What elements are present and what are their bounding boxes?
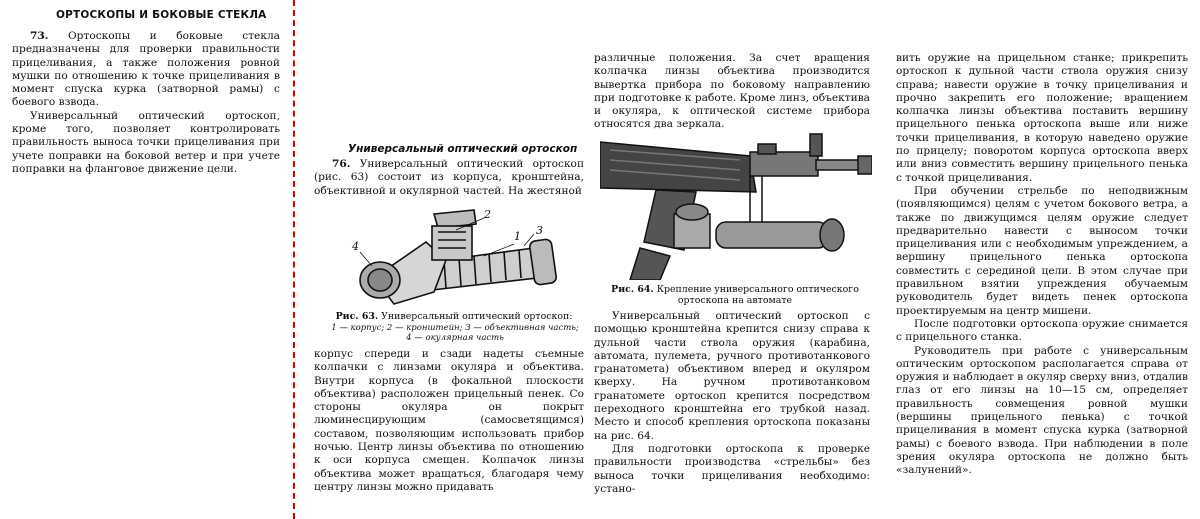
figure-64-caption bbox=[600, 284, 870, 306]
figure-label-2: 2 bbox=[484, 208, 491, 221]
paragraph: Для подготовки ортоскопа к проверке правильности производства «стрельбы» без выноса точки прицеливания необходимо: устано- bbox=[594, 442, 870, 495]
figure-63-caption bbox=[334, 311, 574, 322]
paragraph: различные положения. За счет вращения колпачка линзы объектива производится вывертка прибора по боковому направлению при подготовке к работе. Кроме линз, объектива и окуляра, к оптической системе прибора относятся два зеркала. bbox=[594, 52, 870, 131]
paragraph: После подготовки ортоскопа оружие снимается с прицельного станка. bbox=[896, 317, 1188, 344]
column-3-top bbox=[594, 52, 870, 132]
figure-number: Рис. 64. bbox=[611, 284, 654, 295]
paragraph-number: 73. bbox=[30, 30, 49, 42]
figure-number: Рис. 63. bbox=[335, 311, 379, 322]
column-2-bottom bbox=[314, 348, 584, 494]
figure-63-legend: 1 — корпус; 2 — кронштейн; 3 — объективная часть; 4 — окулярная часть bbox=[331, 323, 579, 343]
column-2-top bbox=[314, 158, 584, 198]
column-4 bbox=[896, 52, 1188, 478]
figure-label-4: 4 bbox=[352, 240, 359, 253]
paragraph: вить оружие на прицельном станке; прикрепить ортоскоп к дульной части ствола оружия снизу справа; навести оружие в точку прицеливания и прочно закрепить его положение; вращением колпачка линзы объектива поставить вершину прицельного пенька ортоскопа выше или ниже точки прицеливания, в которую наведено оружие по прицелу; поворотом корпуса ортоскопа вверх или вниз совместить вершину прицельного пенька с точкой прицеливания. bbox=[896, 52, 1188, 184]
figure-64-rifle-mount-illustration bbox=[600, 130, 872, 280]
paragraph-text: Универсальный оптический ортоскоп (рис. 63) состоит из корпуса, кронштейна, объективной и окулярной частей. На жестяной bbox=[314, 158, 585, 197]
paragraph: Руководитель при работе с универсальным оптическим ортоскопом располагается справа от оружия и наблюдает в окуляр сверху вниз, отдалив глаз от его линзы на 10—15 см, определяет правильность совмещения ровной мушки (вершины прицельного пенька) с точкой прицеливания в момент спуска курка (затворной рамы) с боевого взвода. При наблюдении в поле зрения окуляра ортоскопа не должно быть «залунений». bbox=[896, 344, 1188, 477]
paragraph-76 bbox=[314, 158, 584, 198]
paragraph: корпус спереди и сзади надеты съемные колпачки с линзами окуляра и объектива. Внутри корпуса (в фокальной плоскости объектива) расположен прицельный пенек. Со стороны окуляра он покрыт люминесцирующим (самосветящимся) составом, позволяющим использовать прибор ночью. Центр линзы объектива по отношению к оси корпуса смещен. Колпачок линзы объектива может вращаться, благодаря чему центру линзы можно придавать bbox=[314, 348, 584, 493]
section-title: ОРТОСКОПЫ И БОКОВЫЕ СТЕКЛА bbox=[56, 9, 267, 21]
figure-caption-text: Крепление универсального оптического ортоскопа на автомате bbox=[656, 284, 859, 306]
paragraph: Универсальный оптический ортоскоп с помощью кронштейна крепится снизу справа к дульной части ствола оружия (карабина, автомата, пулемета, ручного противотанкового гранатомета) объективом вперед и окуляром кверху. На ручном противотанковом гранатомете ортоскоп крепится посредством переходного кронштейна его трубкой назад. Место и способ крепления ортоскопа показаны на рис. 64. bbox=[594, 310, 870, 442]
figure-caption-text: Универсальный оптический ортоскоп: bbox=[381, 311, 573, 322]
figure-63-orthoscope-illustration bbox=[334, 200, 574, 310]
paragraph-number: 76. bbox=[332, 158, 351, 170]
paragraph-text: Ортоскопы и боковые стекла предназначены для проверки правильности прицеливания, а также положения ровной мушки по отношению к точке прицеливания в момент спуска курка (затворной рамы) с боевого взвода. bbox=[12, 30, 280, 109]
paragraph-73 bbox=[12, 30, 280, 110]
cut-line bbox=[293, 0, 295, 519]
column-1 bbox=[12, 30, 280, 176]
paragraph: При обучении стрельбе по неподвижным (появляющимся) целям с учетом бокового ветра, а также по движущимся целям оружие следует предварительно навести с выносом точки прицеливания или с необходимым упреждением, а вершину прицельного пенька ортоскопа совместить с серединой цели. В этом случае при правильном взятии упреждения обучаемым руководитель будет видеть пенек ортоскопа проектируемым на центр мишени. bbox=[896, 184, 1188, 317]
paragraph: Универсальный оптический ортоскоп, кроме того, позволяет контролировать правильность выноса точки прицеливания при учете поправки на боковой ветер и при учете поправки на фланговое движение цели. bbox=[12, 109, 280, 175]
figure-label-1: 1 bbox=[514, 230, 521, 243]
figure-label-3: 3 bbox=[536, 224, 543, 237]
subheading: Универсальный оптический ортоскоп bbox=[348, 143, 578, 155]
column-3-bottom bbox=[594, 310, 870, 496]
